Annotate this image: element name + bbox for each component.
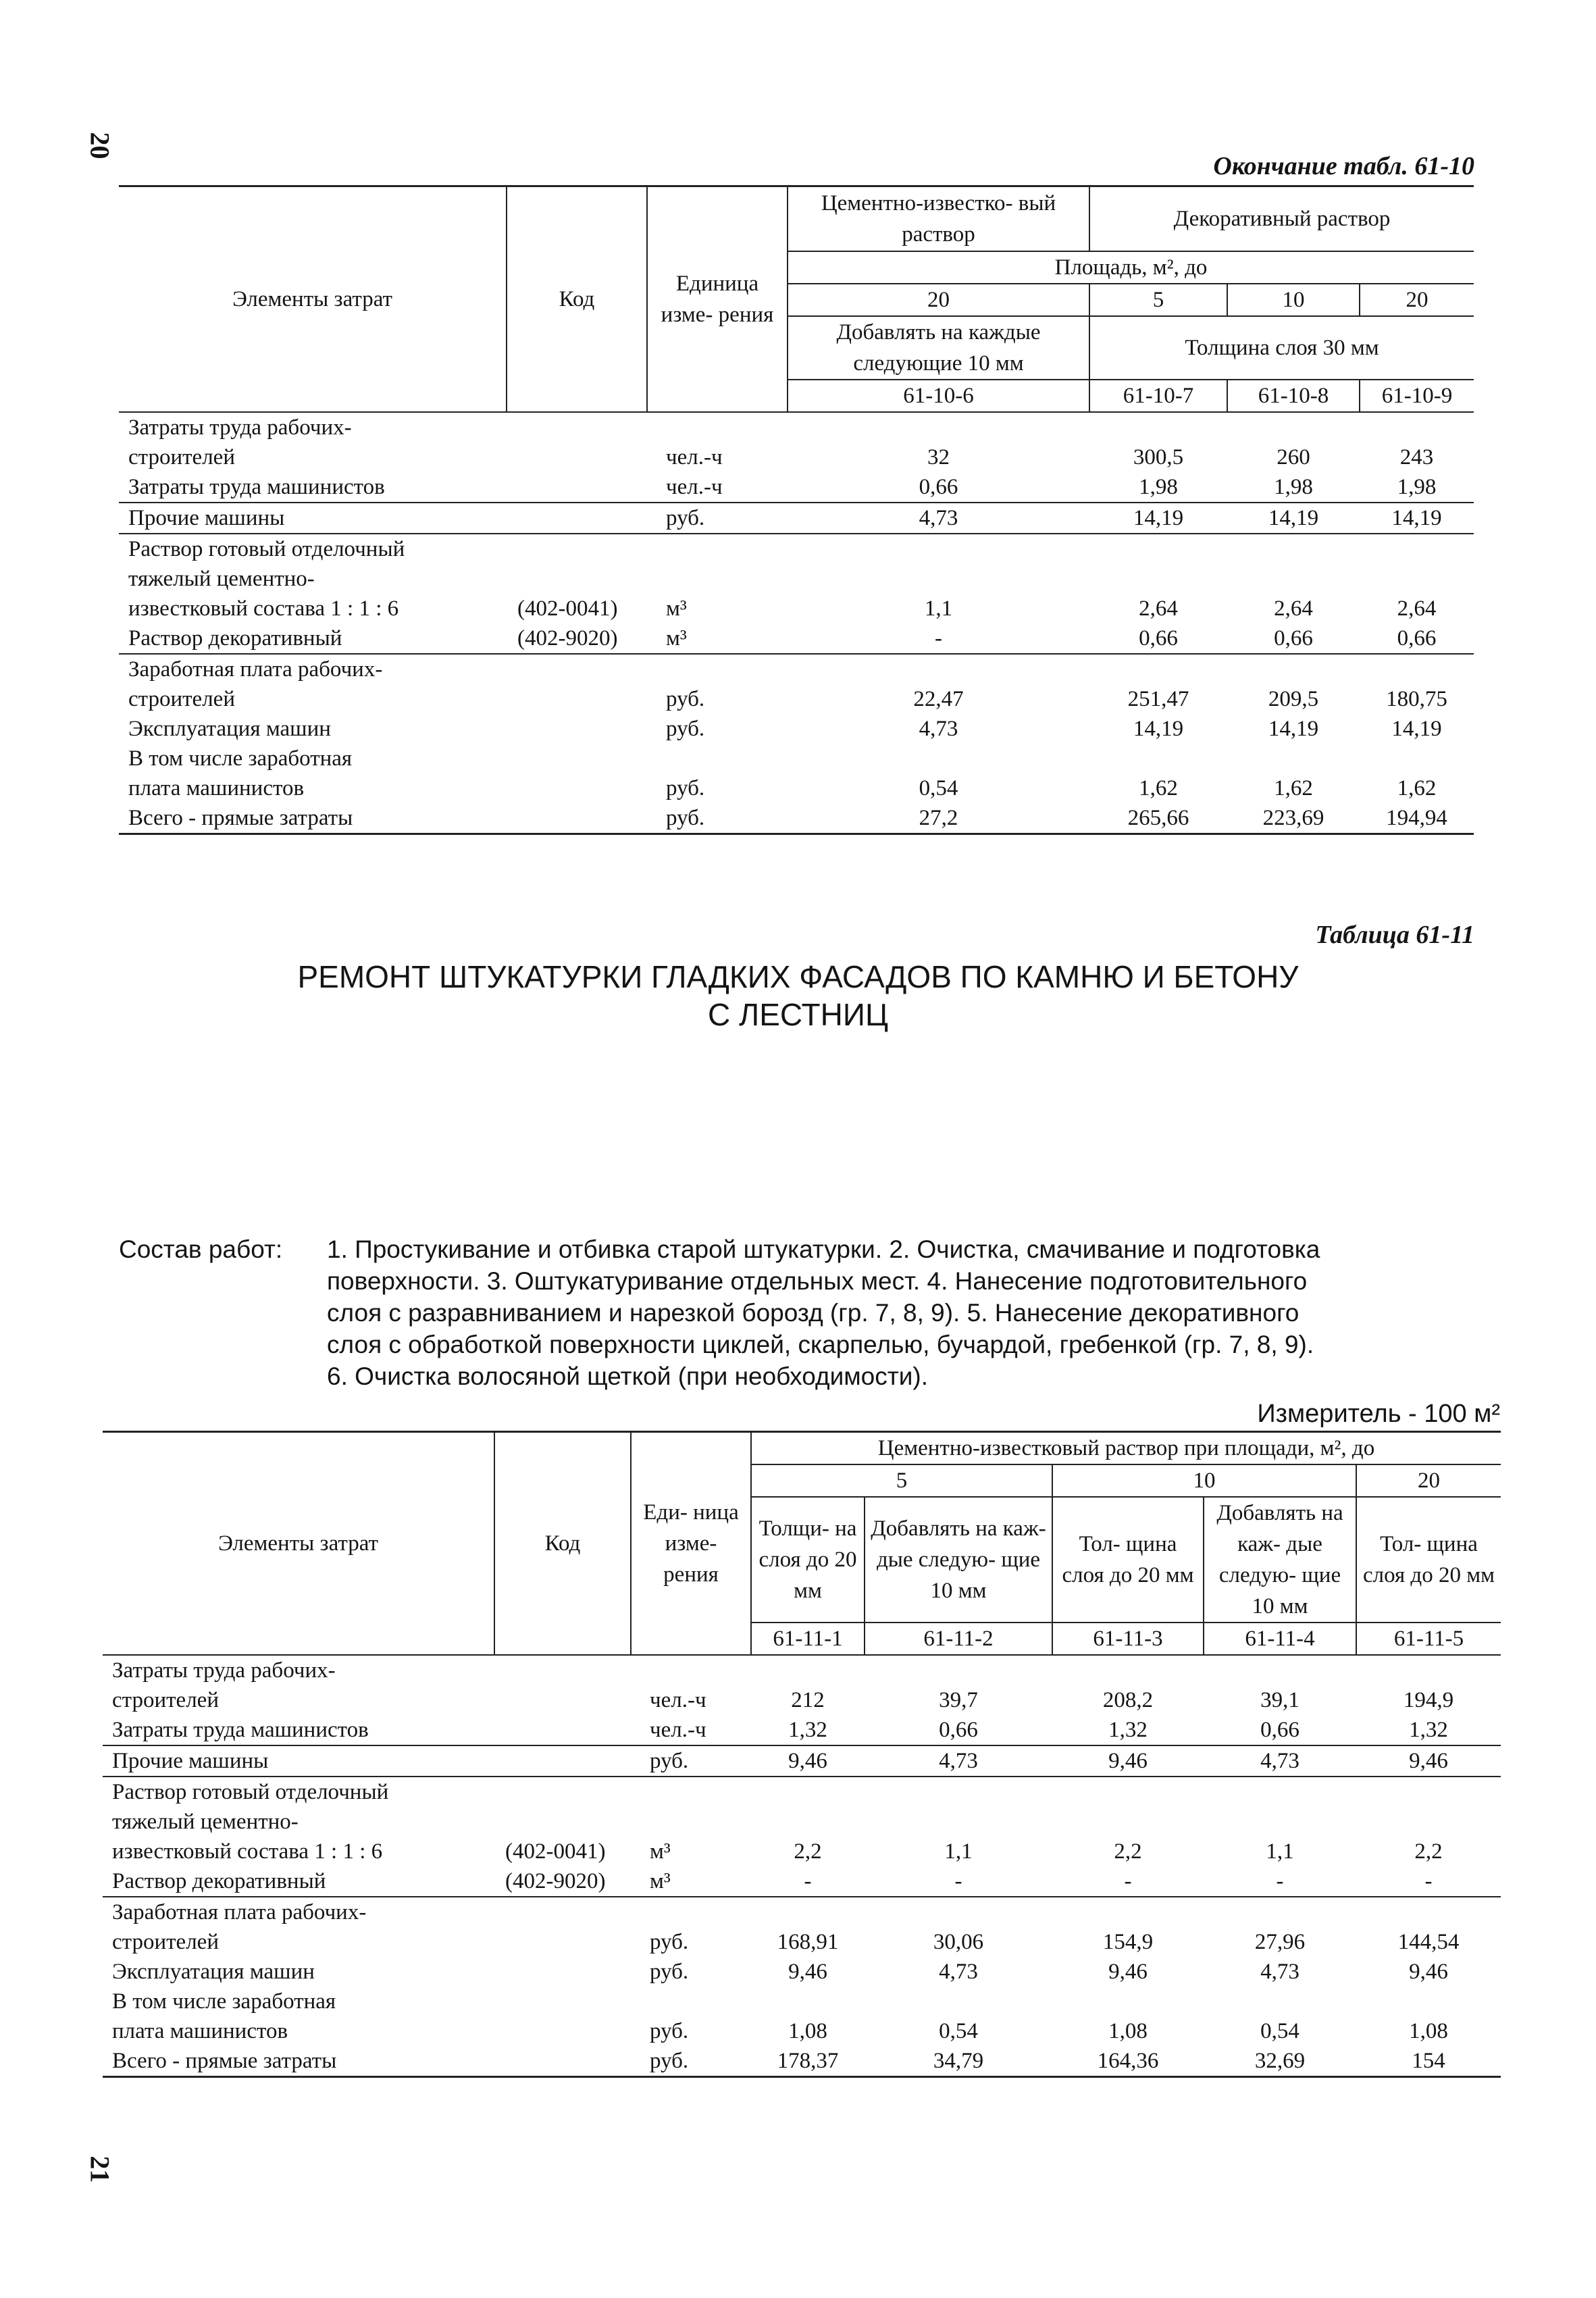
group-header-decor: Декоративный раствор — [1089, 186, 1474, 251]
row-value: 32 — [927, 444, 950, 469]
row-value: - — [788, 623, 1089, 654]
row-value — [751, 1897, 865, 1927]
table-row — [103, 1655, 1501, 1685]
table-row — [103, 1837, 1501, 1866]
row-value — [788, 534, 1089, 564]
row-value: 9,46 — [788, 1960, 827, 1984]
norm-code: 61-11-4 — [1204, 1623, 1356, 1655]
row-value: 39,7 — [939, 1688, 978, 1712]
norm-code: 61-10-9 — [1360, 380, 1474, 412]
row-value: - — [1052, 1866, 1204, 1897]
row-value: 251,47 — [1127, 686, 1189, 711]
row-unit — [631, 1897, 751, 1927]
row-value: 39,1 — [1260, 1688, 1299, 1712]
row-value: 2,2 — [794, 1839, 822, 1864]
row-label: строителей — [128, 686, 235, 711]
table-row — [119, 744, 1474, 773]
table-row — [103, 1745, 1501, 1777]
table-title-line-1: РЕМОНТ ШТУКАТУРКИ ГЛАДКИХ ФАСАДОВ ПО КАМНЮ И БЕТОНУ — [297, 959, 1299, 994]
row-value: 2,64 — [1397, 596, 1437, 621]
row-label: В том числе заработная — [112, 1989, 336, 2014]
row-value: 300,5 — [1133, 444, 1184, 469]
sub-header-thickness: Толщи- на слоя до 20 мм — [751, 1497, 865, 1623]
area-value: 10 — [1052, 1464, 1356, 1497]
row-value — [1089, 654, 1227, 684]
row-value: 243 — [1399, 444, 1434, 469]
sub-header-add: Добавлять на каждые следующие 10 мм — [788, 316, 1089, 380]
row-code — [507, 564, 647, 594]
table-row — [103, 1957, 1501, 1987]
row-value: 1,08 — [1108, 2019, 1148, 2043]
row-value — [1227, 564, 1360, 594]
row-value: 14,19 — [1227, 503, 1360, 534]
row-value — [1089, 412, 1227, 442]
sub-header-add: Добавлять на каж- дые следую- щие 10 мм — [1204, 1497, 1356, 1623]
table-caption-61-10: Окончание табл. 61-10 — [1213, 152, 1474, 180]
row-label: Затраты труда машинистов — [119, 472, 507, 503]
row-label: В том числе заработная — [128, 746, 353, 771]
row-value: 2,64 — [1139, 596, 1178, 621]
row-code — [507, 534, 647, 564]
row-label: Прочие машины — [103, 1745, 494, 1777]
row-value — [1052, 1897, 1204, 1927]
area-value: 20 — [1360, 284, 1474, 316]
row-code: (402-9020) — [494, 1866, 631, 1897]
row-unit: руб. — [647, 803, 788, 834]
row-value: 32,69 — [1204, 2046, 1356, 2077]
row-value: 154 — [1356, 2046, 1501, 2077]
row-value: - — [751, 1866, 865, 1897]
row-value — [1356, 1807, 1501, 1837]
row-value — [1356, 1987, 1501, 2016]
table-row — [103, 1807, 1501, 1837]
row-value: 4,73 — [1204, 1745, 1356, 1777]
work-line: слоя с разравниванием и нарезкой борозд (гр. 7, 8, 9). 5. Нанесение декоративного — [327, 1299, 1299, 1327]
row-value — [751, 1777, 865, 1807]
col-header-code: Код — [494, 1432, 631, 1656]
row-value — [1089, 534, 1227, 564]
row-label: Затраты труда рабочих- — [112, 1658, 336, 1683]
row-unit: чел.-ч — [650, 1688, 706, 1712]
row-unit — [631, 1777, 751, 1807]
row-code — [507, 654, 647, 684]
row-value — [1227, 654, 1360, 684]
table-row — [103, 2016, 1501, 2046]
row-value — [788, 654, 1089, 684]
row-value: 27,2 — [788, 803, 1089, 834]
table-caption-61-11: Таблица 61-11 — [1315, 921, 1474, 949]
table-row — [103, 1866, 1501, 1897]
cost-table-61-10-body — [119, 412, 1474, 834]
row-value — [1089, 744, 1227, 773]
row-value: 209,5 — [1268, 686, 1319, 711]
row-value: 1,32 — [1052, 1715, 1204, 1745]
row-label: Раствор декоративный — [103, 1866, 494, 1897]
row-unit: м³ — [666, 596, 687, 621]
row-value — [1356, 1897, 1501, 1927]
row-code — [494, 1745, 631, 1777]
row-code — [507, 773, 647, 803]
row-value: 194,9 — [1403, 1688, 1454, 1712]
row-value — [1204, 1987, 1356, 2016]
row-label: Всего - прямые затраты — [103, 2046, 494, 2077]
row-label: Раствор готовый отделочный — [128, 536, 405, 561]
table-row — [103, 1715, 1501, 1745]
row-value: 34,79 — [865, 2046, 1052, 2077]
page-number-top: 20 — [84, 132, 115, 159]
sub-header-thickness: Толщина слоя 30 мм — [1089, 316, 1474, 380]
row-value: 212 — [791, 1688, 825, 1712]
row-code — [494, 1987, 631, 2016]
table-row — [119, 564, 1474, 594]
table-row — [103, 1685, 1501, 1715]
row-code — [494, 1897, 631, 1927]
table-row — [103, 1897, 1501, 1927]
row-value: 0,54 — [1260, 2019, 1299, 2043]
row-value — [1360, 412, 1474, 442]
row-label: строителей — [128, 444, 235, 469]
row-label: Всего - прямые затраты — [119, 803, 507, 834]
table-row — [119, 412, 1474, 442]
row-value: 1,08 — [1409, 2019, 1448, 2043]
table-row — [103, 2046, 1501, 2077]
row-value — [1360, 654, 1474, 684]
row-unit: руб. — [666, 686, 705, 711]
row-value: 1,62 — [1274, 775, 1313, 800]
work-line: 1. Простукивание и отбивка старой штукатурки. 2. Очистка, смачивание и подготовка — [327, 1235, 1320, 1263]
row-value: 154,9 — [1102, 1930, 1154, 1954]
measurement-unit: Измеритель - 100 м² — [1257, 1400, 1500, 1428]
row-unit — [647, 744, 788, 773]
area-value: 20 — [788, 284, 1089, 316]
row-value: - — [1356, 1866, 1501, 1897]
table-row — [119, 503, 1474, 534]
page-number-bottom: 21 — [84, 2155, 115, 2183]
table-row — [119, 534, 1474, 564]
row-code — [494, 1927, 631, 1957]
cost-table-61-10 — [119, 185, 1474, 835]
work-line: слоя с обработкой поверхности циклей, скарпелью, бучардой, гребенкой (гр. 7, 8, 9). — [327, 1331, 1314, 1358]
row-value: 14,19 — [1360, 503, 1474, 534]
row-label: известковый состава 1 : 1 : 6 — [128, 596, 399, 621]
table-row — [119, 623, 1474, 654]
row-value: 1,1 — [944, 1839, 973, 1864]
row-code — [507, 442, 647, 472]
table-row — [103, 1777, 1501, 1807]
row-value: 0,54 — [919, 775, 958, 800]
work-composition-label: Состав работ: — [119, 1235, 283, 1263]
row-unit: руб. — [650, 2019, 689, 2043]
row-value: 14,19 — [1391, 716, 1442, 741]
col-header-elements: Элементы затрат — [103, 1432, 494, 1656]
row-value — [865, 1987, 1052, 2016]
row-value: 178,37 — [751, 2046, 865, 2077]
row-value: 0,66 — [1089, 623, 1227, 654]
row-value: 4,73 — [1260, 1960, 1299, 1984]
row-value: 9,46 — [751, 1745, 865, 1777]
row-value: 30,06 — [933, 1930, 984, 1954]
row-code — [507, 684, 647, 714]
col-header-code: Код — [507, 186, 647, 412]
row-code — [494, 2046, 631, 2077]
row-label: Затраты труда рабочих- — [128, 415, 352, 440]
row-unit: м³ — [647, 623, 788, 654]
norm-code: 61-11-1 — [751, 1623, 865, 1655]
row-value: 9,46 — [1356, 1745, 1501, 1777]
row-value — [865, 1897, 1052, 1927]
row-value: 1,98 — [1360, 472, 1474, 503]
cost-table-61-11-body — [103, 1655, 1501, 2077]
row-value — [751, 1655, 865, 1685]
row-code — [494, 1715, 631, 1745]
row-value — [865, 1655, 1052, 1685]
row-unit: чел.-ч — [631, 1715, 751, 1745]
table-row — [103, 1927, 1501, 1957]
table-row — [119, 654, 1474, 684]
row-value: 1,32 — [1356, 1715, 1501, 1745]
row-value: 27,96 — [1254, 1930, 1306, 1954]
row-value: 9,46 — [1052, 1745, 1204, 1777]
row-value — [1204, 1897, 1356, 1927]
row-unit — [631, 1987, 751, 2016]
area-value: 10 — [1227, 284, 1360, 316]
row-value — [1052, 1987, 1204, 2016]
row-unit: руб. — [666, 775, 705, 800]
row-value — [1052, 1655, 1204, 1685]
row-value: 2,64 — [1274, 596, 1313, 621]
row-unit: руб. — [631, 1745, 751, 1777]
row-value — [788, 744, 1089, 773]
row-value: 1,08 — [788, 2019, 827, 2043]
row-value: 22,47 — [913, 686, 964, 711]
norm-code: 61-11-5 — [1356, 1623, 1501, 1655]
table-row — [119, 684, 1474, 714]
norm-code: 61-11-2 — [865, 1623, 1052, 1655]
row-unit: м³ — [631, 1866, 751, 1897]
row-value: 265,66 — [1089, 803, 1227, 834]
row-value: - — [865, 1866, 1052, 1897]
row-unit: чел.-ч — [647, 472, 788, 503]
table-row — [119, 773, 1474, 803]
row-value: 0,66 — [1360, 623, 1474, 654]
row-value: 1,1 — [1266, 1839, 1294, 1864]
row-value: 168,91 — [777, 1930, 839, 1954]
row-code — [494, 1777, 631, 1807]
row-unit: м³ — [650, 1839, 671, 1864]
col-header-unit: Еди- ница изме- рения — [631, 1432, 751, 1656]
row-unit: руб. — [647, 503, 788, 534]
row-value — [1356, 1777, 1501, 1807]
row-value — [1052, 1777, 1204, 1807]
col-header-elements: Элементы затрат — [119, 186, 507, 412]
row-unit — [631, 1807, 751, 1837]
row-value: 223,69 — [1227, 803, 1360, 834]
row-value — [1227, 744, 1360, 773]
row-unit — [647, 564, 788, 594]
norm-code: 61-11-3 — [1052, 1623, 1204, 1655]
area-value: 5 — [1089, 284, 1227, 316]
norm-code: 61-10-8 — [1227, 380, 1360, 412]
work-line: поверхности. 3. Оштукатуривание отдельных мест. 4. Нанесение подготовительного — [327, 1267, 1308, 1295]
area-value: 20 — [1356, 1464, 1501, 1497]
row-value — [1204, 1777, 1356, 1807]
sub-header-thickness: Тол- щина слоя до 20 мм — [1052, 1497, 1204, 1623]
row-value: 1,98 — [1089, 472, 1227, 503]
table-row — [119, 472, 1474, 503]
row-value: 0,66 — [788, 472, 1089, 503]
row-value — [788, 564, 1089, 594]
row-value: 208,2 — [1102, 1688, 1154, 1712]
row-value: 144,54 — [1397, 1930, 1460, 1954]
row-value: 1,62 — [1397, 775, 1437, 800]
row-unit — [631, 1655, 751, 1685]
table-row — [119, 714, 1474, 744]
row-value: 2,2 — [1114, 1839, 1142, 1864]
col-header-unit: Единица изме- рения — [647, 186, 788, 412]
row-code — [507, 503, 647, 534]
row-value — [1204, 1807, 1356, 1837]
row-code — [507, 472, 647, 503]
row-value — [1360, 744, 1474, 773]
row-value — [1356, 1655, 1501, 1685]
row-value: 2,2 — [1414, 1839, 1443, 1864]
norm-code: 61-10-7 — [1089, 380, 1227, 412]
row-label: плата машинистов — [112, 2019, 288, 2043]
row-value: 194,94 — [1360, 803, 1474, 834]
row-code — [494, 1685, 631, 1715]
row-value — [865, 1777, 1052, 1807]
row-value — [751, 1807, 865, 1837]
row-label: Раствор декоративный — [119, 623, 507, 654]
row-value — [788, 412, 1089, 442]
sub-header-thickness: Тол- щина слоя до 20 мм — [1356, 1497, 1501, 1623]
row-code — [494, 1957, 631, 1987]
area-value: 5 — [751, 1464, 1052, 1497]
row-code — [507, 412, 647, 442]
group-header-cement: Цементно-известковый раствор при площади, м², до — [751, 1432, 1501, 1465]
row-value: 0,54 — [939, 2019, 978, 2043]
row-value: 14,19 — [1089, 503, 1227, 534]
table-row — [103, 1987, 1501, 2016]
row-unit: чел.-ч — [666, 444, 723, 469]
row-value — [1360, 534, 1474, 564]
row-label: тяжелый цементно- — [128, 566, 315, 591]
row-value: 1,1 — [924, 596, 953, 621]
row-label: Эксплуатация машин — [112, 1960, 315, 1984]
cost-table-61-11 — [103, 1431, 1501, 2078]
row-value — [1052, 1807, 1204, 1837]
row-unit — [647, 534, 788, 564]
table-row — [119, 442, 1474, 472]
work-composition-text — [327, 1233, 1320, 1392]
row-unit: руб. — [666, 716, 705, 741]
norm-code: 61-10-6 — [788, 380, 1089, 412]
row-code: (402-0041) — [505, 1839, 606, 1864]
row-label: Затраты труда машинистов — [103, 1715, 494, 1745]
group-header-cement: Цементно-известко- вый раствор — [788, 186, 1089, 251]
row-value: 14,19 — [1268, 716, 1319, 741]
area-header: Площадь, м², до — [788, 251, 1474, 284]
row-value: 9,46 — [1108, 1960, 1148, 1984]
row-value: 14,19 — [1133, 716, 1184, 741]
row-code — [507, 803, 647, 834]
row-value — [865, 1807, 1052, 1837]
row-value: 4,73 — [939, 1960, 978, 1984]
row-unit — [647, 412, 788, 442]
row-code — [507, 714, 647, 744]
table-row — [119, 803, 1474, 834]
row-code — [507, 744, 647, 773]
row-label: строителей — [112, 1688, 219, 1712]
sub-header-add: Добавлять на каж- дые следую- щие 10 мм — [865, 1497, 1052, 1623]
row-value: 1,98 — [1227, 472, 1360, 503]
row-unit: руб. — [650, 1960, 689, 1984]
row-value — [751, 1987, 865, 2016]
row-unit: руб. — [650, 1930, 689, 1954]
row-value: 260 — [1277, 444, 1310, 469]
row-label: Раствор готовый отделочный — [112, 1780, 389, 1804]
work-line: 6. Очистка волосяной щеткой (при необходимости). — [327, 1362, 928, 1390]
row-value — [1204, 1655, 1356, 1685]
row-unit — [647, 654, 788, 684]
row-value — [1227, 534, 1360, 564]
row-label: плата машинистов — [128, 775, 305, 800]
row-code — [494, 1655, 631, 1685]
row-value: 1,62 — [1139, 775, 1178, 800]
row-label: Эксплуатация машин — [128, 716, 331, 741]
row-code — [494, 1807, 631, 1837]
row-code — [494, 2016, 631, 2046]
row-value: 180,75 — [1386, 686, 1447, 711]
row-value: 164,36 — [1052, 2046, 1204, 2077]
row-label: Заработная плата рабочих- — [128, 657, 383, 682]
row-code: (402-0041) — [517, 596, 618, 621]
row-value: 4,73 — [865, 1745, 1052, 1777]
row-value: 0,66 — [1227, 623, 1360, 654]
row-value: - — [1204, 1866, 1356, 1897]
row-label: известковый состава 1 : 1 : 6 — [112, 1839, 383, 1864]
row-label: тяжелый цементно- — [112, 1810, 299, 1834]
row-value: 4,73 — [919, 716, 958, 741]
row-value — [1360, 564, 1474, 594]
table-title-line-2: С ЛЕСТНИЦ — [708, 997, 888, 1032]
row-value: 0,66 — [1204, 1715, 1356, 1745]
table-row — [119, 594, 1474, 623]
row-value: 1,32 — [751, 1715, 865, 1745]
row-label: строителей — [112, 1930, 219, 1954]
row-code: (402-9020) — [507, 623, 647, 654]
row-label: Прочие машины — [119, 503, 507, 534]
row-value — [1227, 412, 1360, 442]
row-value: 4,73 — [788, 503, 1089, 534]
row-unit: руб. — [631, 2046, 751, 2077]
row-value: 0,66 — [865, 1715, 1052, 1745]
row-label: Заработная плата рабочих- — [112, 1900, 367, 1924]
row-value — [1089, 564, 1227, 594]
row-value: 9,46 — [1409, 1960, 1448, 1984]
